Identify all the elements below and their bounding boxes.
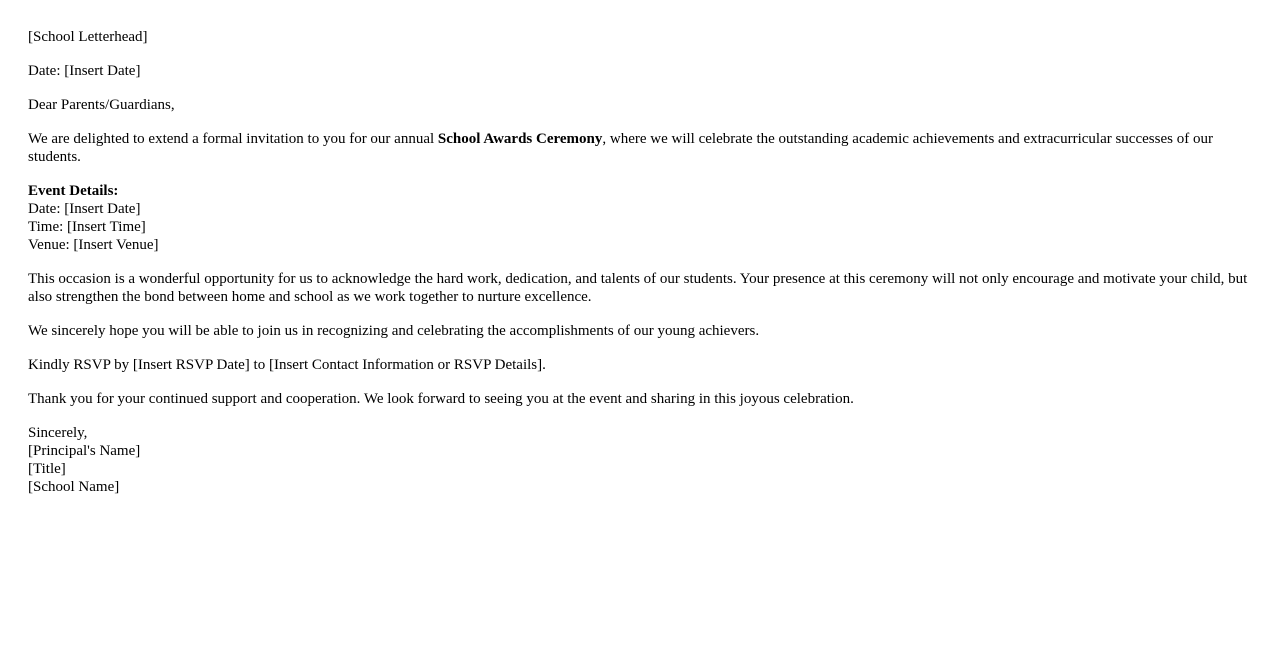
rsvp-paragraph: Kindly RSVP by [Insert RSVP Date] to [Insert Contact Information or RSVP Details].	[28, 357, 546, 373]
event-details	[28, 182, 1254, 254]
event-date: Date: [Insert Date]	[28, 201, 141, 217]
event-venue: Venue: [Insert Venue]	[28, 237, 159, 253]
principal-name: [Principal's Name]	[28, 443, 141, 459]
letter-date: Date: [Insert Date]	[28, 63, 141, 79]
event-details-heading: Event Details:	[28, 183, 119, 199]
school-name: [School Name]	[28, 479, 120, 495]
intro-text-end: , where we will celebrate the outstanding academic achievements and extracurricular successes of our students.	[28, 131, 1213, 165]
intro-paragraph	[28, 130, 1254, 166]
hope-paragraph: We sincerely hope you will be able to join us in recognizing and celebrating the accomplishments of our young achievers.	[28, 323, 760, 339]
thanks-paragraph: Thank you for your continued support and cooperation. We look forward to seeing you at the event and sharing in this joyous celebration.	[28, 391, 854, 407]
occasion-paragraph: This occasion is a wonderful opportunity for us to acknowledge the hard work, dedication, and talents of our students. Your presence at this ceremony will not only encourage and motivate your child, but also strengthen the bond between home and school as we work together to nurture excellence.	[28, 271, 1248, 305]
salutation: Dear Parents/Guardians,	[28, 97, 175, 113]
letterhead: [School Letterhead]	[28, 29, 148, 45]
letter-document	[28, 28, 1254, 512]
intro-text-start: We are delighted to extend a formal invitation to you for our annual	[28, 131, 438, 147]
closing: Sincerely,	[28, 425, 88, 441]
principal-title: [Title]	[28, 461, 66, 477]
event-time: Time: [Insert Time]	[28, 219, 146, 235]
event-name: School Awards Ceremony	[437, 131, 603, 147]
signature-block	[28, 424, 1254, 496]
